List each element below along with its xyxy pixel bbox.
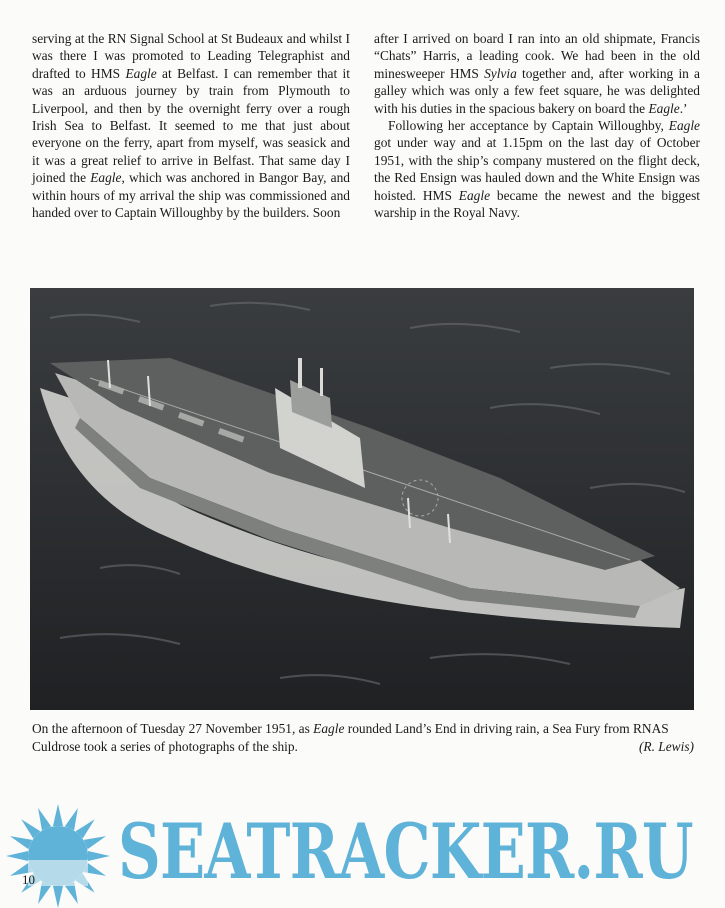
watermark-text: SEATRACKER.RU <box>118 807 693 896</box>
right-paragraph-2: Following her acceptance by Captain Willoughby, Eagle got under way and at 1.15pm on the last day of October 1951, with the ship’s company mustered on the flight deck, the Red Ensign was hauled down and the White Ensign was hoisted. HMS Eagle became the newest and the biggest warship in the Royal Navy. <box>374 118 700 221</box>
ship-illustration <box>30 288 694 710</box>
photo-caption: On the afternoon of Tuesday 27 November 1951, as Eagle rounded Land’s End in driving rain, a Sea Fury from RNAS Culdrose took a series of photographs of the ship. (R. Lewis) <box>32 721 694 754</box>
right-column <box>374 30 700 221</box>
photo-credit: (R. Lewis) <box>638 738 694 754</box>
left-column <box>32 30 350 221</box>
aircraft-carrier-photo <box>30 288 694 710</box>
page-number: 10 <box>22 872 35 887</box>
right-paragraph-1: after I arrived on board I ran into an old shipmate, Francis “Chats” Harris, a leading cook. We had been in the old minesweeper HMS Sylvia together and, after working in a galley which was only a few feet square, he was delighted with his duties in the spacious bakery on board the Eagle.’ <box>374 31 700 116</box>
left-paragraph-1: serving at the RN Signal School at St Budeaux and whilst I was there I was promoted to Leading Telegraphist and drafted to HMS Eagle at Belfast. I can remember that it was an arduous journey by train from Plymouth to Liverpool, and then by the overnight ferry over a rough Irish Sea to Belfast. It seemed to me that just about everyone on the ferry, apart from myself, was seasick and it was a great relief to arrive in Belfast. That same day I joined the Eagle, which was anchored in Bangor Bay, and within hours of my arrival the ship was commissioned and handed over to Captain Willoughby by the builders. Soon <box>32 31 350 221</box>
